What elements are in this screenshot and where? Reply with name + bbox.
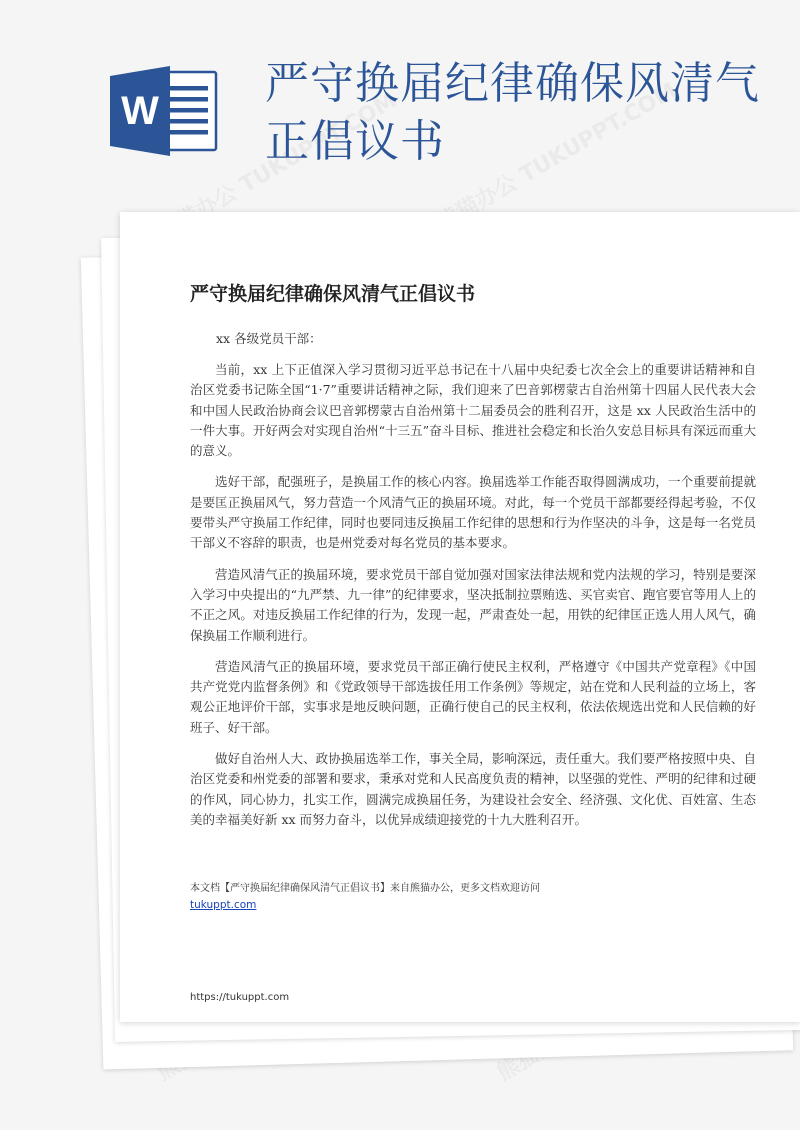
paragraph: 营造风清气正的换届环境，要求党员干部正确行使民主权利，严格遵守《中国共产党章程》《中国共产党党内监督条例》和《党政领导干部选拔任用工作条例》等规定，站在党和人民利益的立场上，客观公正地评价干部，实事求是地反映问题，正确行使自己的民主权利，依法依规选出党和人民信赖的好班子、好干部。	[190, 658, 756, 735]
paragraph: 当前，xx 上下正值深入学习贯彻习近平总书记在十八届中央纪委七次全会上的重要讲话精神和自治区党委书记陈全国“1·7”重要讲话精神之际，我们迎来了巴音郭楞蒙古自治州第十四届人民代表大会和中国人民政治协商会议巴音郭楞蒙古自治州第十二届委员会的胜利召开，这是 xx 人民政治生活中的一件大事。开好两会对实现自治州“十三五”奋斗目标、推进社会稳定和长治久安总目标具有深远而重大的意义。	[190, 362, 756, 459]
paragraph: 营造风清气正的换届环境，要求党员干部自觉加强对国家法律法规和党内法规的学习，特别是要深入学习中央提出的“九严禁、九一律”的纪律要求，坚决抵制拉票贿选、买官卖官、跑官要官等用人上的不正之风。对违反换届工作纪律的行为，发现一起，严肃查处一起，用铁的纪律匡正选人用人风气，确保换届工作顺利进行。	[190, 566, 756, 643]
paragraph: 做好自治州人大、政协换届选举工作，事关全局，影响深远，责任重大。我们要严格按照中央、自治区党委和州党委的部署和要求，秉承对党和人民高度负责的精神，以坚强的党性、严明的纪律和过硬的作风，同心协力，扎实工作，圆满完成换届任务，为建设社会安全、经济强、文化优、百姓富、生态美的幸福美好新 xx 而努力奋斗，以优异成绩迎接党的十九大胜利召开。	[190, 751, 756, 827]
word-logo-letter: W	[121, 89, 159, 133]
page-title: 严守换届纪律确保风清气正倡议书	[265, 58, 760, 167]
document-body	[190, 329, 756, 841]
source-note: 本文档【严守换届纪律确保风清气正倡议书】来自熊猫办公，更多文档欢迎访问	[190, 883, 540, 894]
paragraph: 选好干部，配强班子，是换届工作的核心内容。换届选举工作能否取得圆满成功，一个重要前提就是要匡正换届风气，努力营造一个风清气正的换届环境。对此，每一个党员干部都要经得起考验，不仅要带头严守换届工作纪律，同时也要同违反换届工作纪律的思想和行为作坚决的斗争，这是每一名党员干部义不容辞的职责，也是州党委对每名党员的基本要求。	[190, 474, 756, 551]
word-document-icon	[110, 66, 218, 156]
salutation: xx 各级党员干部：	[216, 331, 322, 346]
document-title: 严守换届纪律确保风清气正倡议书	[190, 283, 476, 305]
page-url: https://tukuppt.com	[190, 992, 290, 1003]
source-link[interactable]: tukuppt.com	[190, 899, 257, 911]
